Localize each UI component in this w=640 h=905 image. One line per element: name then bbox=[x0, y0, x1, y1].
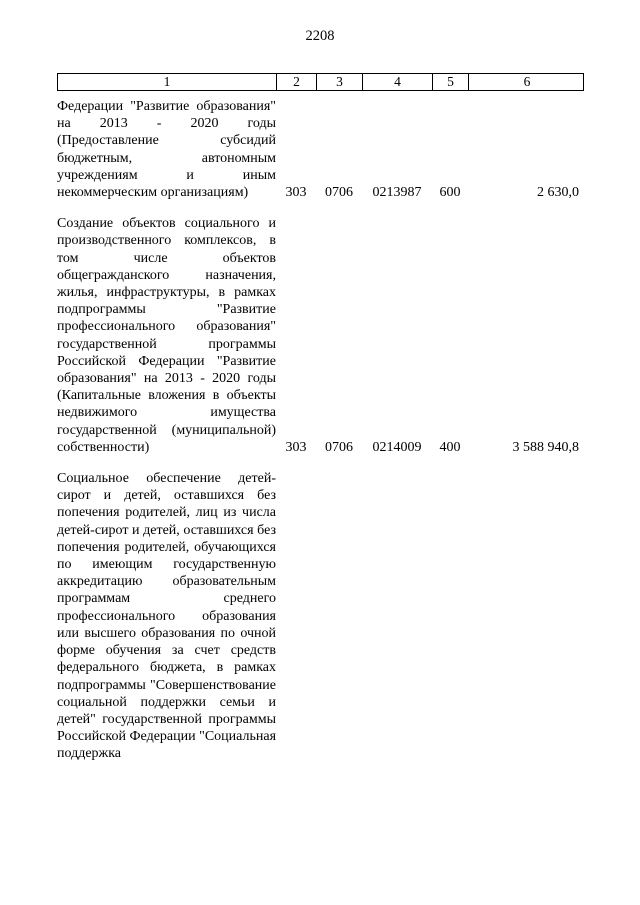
expense-name: Социальное обеспечение детей-сирот и детей, оставшихся без попечения родителей, лиц из числа детей-сирот и детей, оставшихся без попечения родителей, обучающихся по имеющим государственную аккредитацию образовательным программам среднего профессионального образования или высшего образования по очной форме обучения за счет средств федерального бюджета, в рамках подпрограммы "Совершенствование социальной поддержки семьи и детей" государственной программы Российской Федерации "Социальная поддержка bbox=[57, 471, 277, 762]
header-cell-1: 1 bbox=[58, 74, 277, 90]
budget-table bbox=[57, 73, 584, 763]
amount: 2 630,0 bbox=[537, 185, 579, 201]
target-article-code: 0214009 bbox=[372, 439, 422, 455]
target-article-code: 0213987 bbox=[372, 185, 422, 201]
amount: 3 588 940,8 bbox=[512, 439, 579, 455]
section-code: 0706 bbox=[325, 185, 353, 201]
header-cell-5: 5 bbox=[433, 74, 469, 90]
table-row bbox=[57, 470, 584, 762]
table-row bbox=[57, 215, 584, 456]
section-code: 0706 bbox=[325, 439, 353, 455]
page-number: 2208 bbox=[305, 28, 335, 44]
header-cell-4: 4 bbox=[363, 74, 433, 90]
expense-type-code: 600 bbox=[439, 185, 461, 201]
header-cell-2: 2 bbox=[277, 74, 317, 90]
expense-type-code: 400 bbox=[439, 439, 461, 455]
table-header-row bbox=[57, 73, 584, 91]
header-cell-3: 3 bbox=[317, 74, 363, 90]
expense-name: Создание объектов социального и производственного комплексов, в том числе объектов общегражданского назначения, жилья, инфраструктуры, в рамках подпрограммы "Развитие профессионального образования" государственной программы Российской Федерации "Развитие образования" на 2013 - 2020 годы (Капитальные вложения в объекты недвижимого имущества государственной (муниципальной) собственности) bbox=[57, 216, 276, 455]
chapter-code: 303 bbox=[285, 439, 307, 455]
table-body bbox=[57, 91, 584, 763]
header-cell-6: 6 bbox=[523, 74, 531, 89]
chapter-code: 303 bbox=[285, 185, 307, 201]
expense-name: Федерации "Развитие образования" на 2013 - 2020 годы (Предоставление субсидий бюджетным, автономным учреждениям и иным некоммерческим организациям) bbox=[57, 99, 276, 201]
table-row bbox=[57, 98, 584, 201]
